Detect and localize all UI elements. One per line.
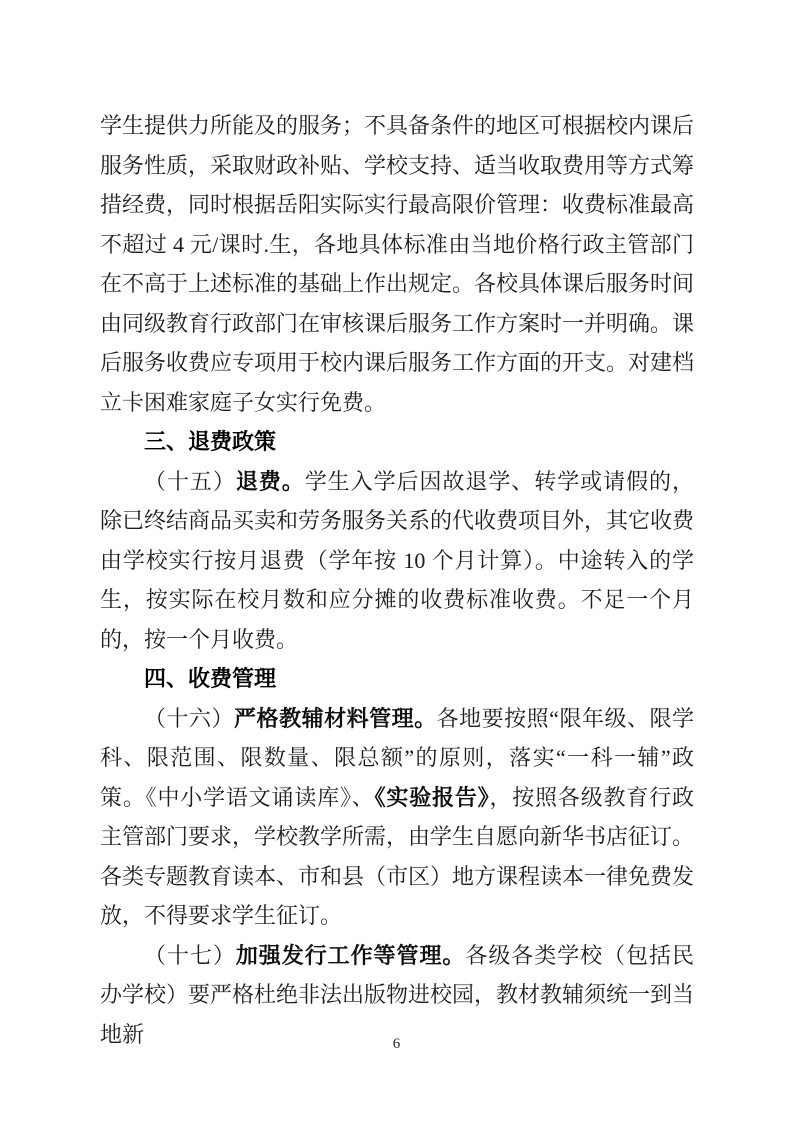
page-number: 6 — [392, 1036, 401, 1052]
text-segment: （十六） — [144, 705, 235, 731]
body-paragraph — [100, 699, 694, 936]
emphasized-text: 《实验报告》 — [374, 784, 490, 810]
text-segment: 各地要按照“限年级、限学科、限范围、限数量、限总额”的原则，落实“一科一辅”政策。《中小学语文诵读库》、 — [100, 705, 694, 810]
text-segment: 各级各类学校（包括民办学校）要严格杜绝非法出版物进校园，教材教辅须统一到当地新 — [100, 942, 695, 1047]
section-heading: 三、退费政策 — [144, 429, 277, 454]
text-segment: 学生入学后因故退学、转学或请假的，除已终结商品买卖和劳务服务关系的代收费项目外，其它收费由学校实行按月退费（学年按 10 个月计算）。中途转入的学生，按实际在校月数和应分摊的收费标准收费。不足一个月的，按一个月收费。 — [100, 468, 695, 652]
emphasized-text: 退费。 — [235, 468, 305, 494]
emphasized-text: 严格教辅材料管理。 — [234, 705, 437, 731]
section-heading: 四、收费管理 — [144, 666, 277, 691]
text-segment: ，按照各级教育行政主管部门要求，学校教学所需，由学生自愿向新华书店征订。各类专题教育读本、市和县（市区）地方课程读本一律免费发放，不得要求学生征订。 — [100, 784, 695, 928]
body-paragraph — [100, 106, 694, 422]
emphasized-text: 加强发行工作等管理。 — [235, 942, 466, 968]
text-segment: 学生提供力所能及的服务；不具备条件的地区可根据校内课后服务性质，采取财政补贴、学校支持、适当收取费用等方式筹措经费，同时根据岳阳实际实行最高限价管理：收费标准最高不超过 4 元/课时.生，各地具体标准由当地价格行政主管部门在不高于上述标准的基础上作出规定。各校具体课后服务时间由同级教育行政部门在审核课后服务工作方案时一并明确。课后服务收费应专项用于校内课后服务工作方面的开支。对建档立卡困难家庭子女实行免费。 — [100, 113, 695, 415]
body-paragraph — [100, 462, 694, 660]
text-segment: （十五） — [144, 468, 236, 494]
text-segment: （十七） — [144, 942, 236, 968]
document-body — [100, 106, 694, 1054]
